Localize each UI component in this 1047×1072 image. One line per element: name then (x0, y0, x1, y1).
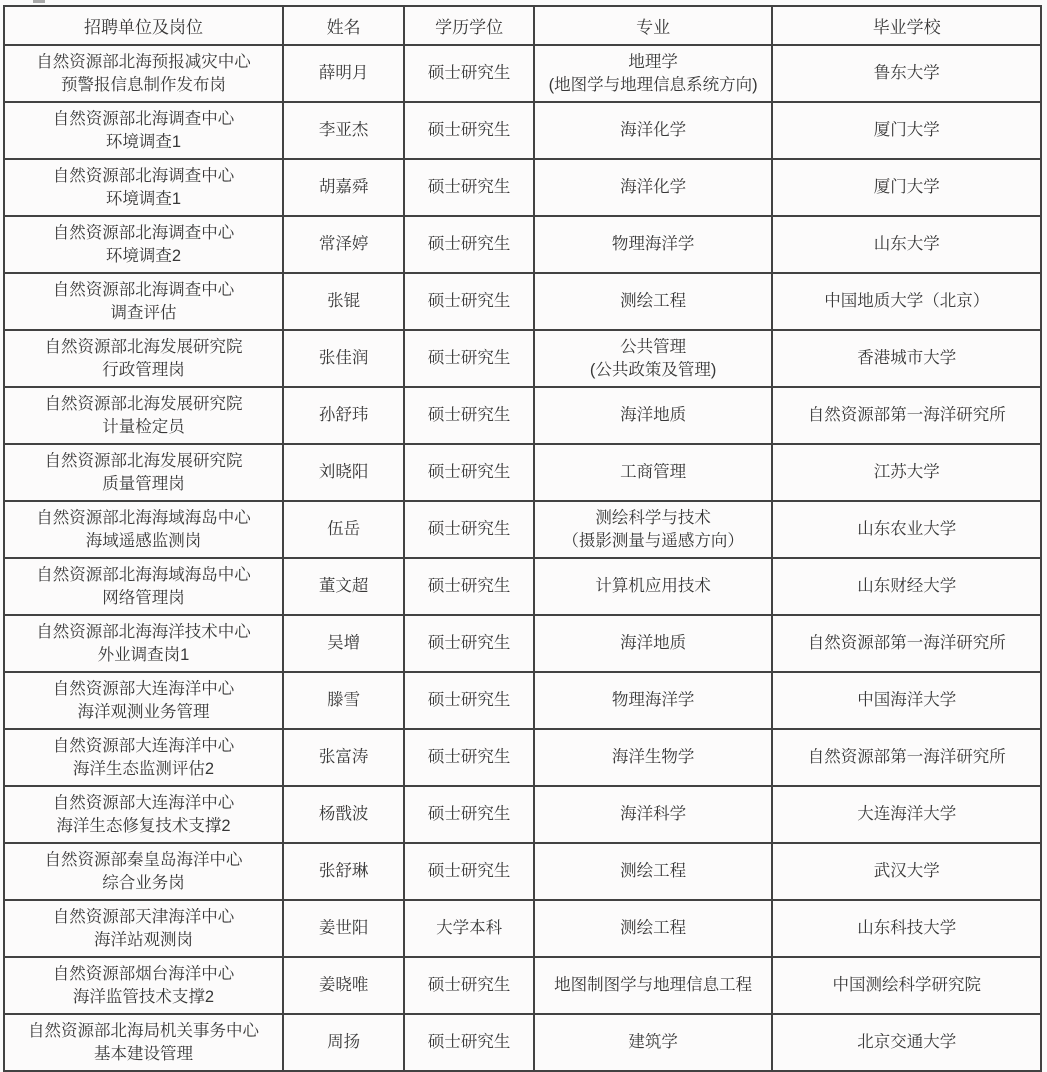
unit-position-cell: 自然资源部北海发展研究院 计量检定员 (4, 387, 283, 444)
major-cell: 海洋地质 (534, 615, 773, 672)
degree-cell: 硕士研究生 (404, 786, 534, 843)
degree-cell: 硕士研究生 (404, 330, 534, 387)
name-cell: 刘晓阳 (283, 444, 404, 501)
school-cell: 山东财经大学 (772, 558, 1041, 615)
table-body (4, 45, 1041, 1071)
table-row (4, 216, 1041, 273)
name-cell: 杨戬波 (283, 786, 404, 843)
name-cell: 常泽婷 (283, 216, 404, 273)
major-cell: 工商管理 (534, 444, 773, 501)
table-row (4, 900, 1041, 957)
table-row (4, 444, 1041, 501)
degree-cell: 硕士研究生 (404, 216, 534, 273)
degree-cell: 硕士研究生 (404, 45, 534, 102)
unit-position-cell: 自然资源部烟台海洋中心 海洋监管技术支撑2 (4, 957, 283, 1014)
major-cell: 海洋地质 (534, 387, 773, 444)
table-row (4, 501, 1041, 558)
unit-position-cell: 自然资源部北海预报减灾中心 预警报信息制作发布岗 (4, 45, 283, 102)
unit-position-cell: 自然资源部北海调查中心 环境调查2 (4, 216, 283, 273)
major-cell: 公共管理 (公共政策及管理) (534, 330, 773, 387)
major-cell: 计算机应用技术 (534, 558, 773, 615)
major-cell: 地图制图学与地理信息工程 (534, 957, 773, 1014)
table-row (4, 159, 1041, 216)
school-cell: 中国测绘科学研究院 (772, 957, 1041, 1014)
school-cell: 厦门大学 (772, 102, 1041, 159)
degree-cell: 硕士研究生 (404, 672, 534, 729)
school-cell: 山东农业大学 (772, 501, 1041, 558)
school-cell: 厦门大学 (772, 159, 1041, 216)
degree-cell: 硕士研究生 (404, 843, 534, 900)
unit-position-cell: 自然资源部大连海洋中心 海洋生态修复技术支撑2 (4, 786, 283, 843)
name-cell: 吴增 (283, 615, 404, 672)
school-cell: 北京交通大学 (772, 1014, 1041, 1071)
name-cell: 张锟 (283, 273, 404, 330)
table-row (4, 672, 1041, 729)
table-row (4, 330, 1041, 387)
name-cell: 张佳润 (283, 330, 404, 387)
header-degree: 学历学位 (404, 6, 534, 45)
school-cell: 武汉大学 (772, 843, 1041, 900)
name-cell: 董文超 (283, 558, 404, 615)
header-row (4, 6, 1041, 45)
name-cell: 胡嘉舜 (283, 159, 404, 216)
unit-position-cell: 自然资源部北海海洋技术中心 外业调查岗1 (4, 615, 283, 672)
name-cell: 李亚杰 (283, 102, 404, 159)
school-cell: 鲁东大学 (772, 45, 1041, 102)
degree-cell: 硕士研究生 (404, 102, 534, 159)
name-cell: 滕雪 (283, 672, 404, 729)
major-cell: 测绘工程 (534, 900, 773, 957)
school-cell: 江苏大学 (772, 444, 1041, 501)
degree-cell: 硕士研究生 (404, 729, 534, 786)
school-cell: 香港城市大学 (772, 330, 1041, 387)
name-cell: 周扬 (283, 1014, 404, 1071)
major-cell: 海洋化学 (534, 102, 773, 159)
table-row (4, 558, 1041, 615)
unit-position-cell: 自然资源部北海调查中心 环境调查1 (4, 159, 283, 216)
school-cell: 大连海洋大学 (772, 786, 1041, 843)
table-row (4, 45, 1041, 102)
degree-cell: 硕士研究生 (404, 159, 534, 216)
major-cell: 海洋生物学 (534, 729, 773, 786)
header-school: 毕业学校 (772, 6, 1041, 45)
degree-cell: 大学本科 (404, 900, 534, 957)
table-row (4, 387, 1041, 444)
table-row (4, 786, 1041, 843)
major-cell: 地理学 (地图学与地理信息系统方向) (534, 45, 773, 102)
major-cell: 测绘工程 (534, 273, 773, 330)
degree-cell: 硕士研究生 (404, 615, 534, 672)
table-row (4, 102, 1041, 159)
header-name: 姓名 (283, 6, 404, 45)
name-cell: 张舒琳 (283, 843, 404, 900)
unit-position-cell: 自然资源部北海局机关事务中心 基本建设管理 (4, 1014, 283, 1071)
table-row (4, 615, 1041, 672)
name-cell: 张富涛 (283, 729, 404, 786)
degree-cell: 硕士研究生 (404, 1014, 534, 1071)
school-cell: 自然资源部第一海洋研究所 (772, 729, 1041, 786)
name-cell: 姜世阳 (283, 900, 404, 957)
recruitment-table (3, 5, 1042, 1072)
table-row (4, 729, 1041, 786)
name-cell: 姜晓唯 (283, 957, 404, 1014)
cropped-text-fragment (33, 0, 45, 3)
degree-cell: 硕士研究生 (404, 558, 534, 615)
school-cell: 中国地质大学（北京） (772, 273, 1041, 330)
unit-position-cell: 自然资源部北海海域海岛中心 网络管理岗 (4, 558, 283, 615)
name-cell: 薛明月 (283, 45, 404, 102)
major-cell: 物理海洋学 (534, 216, 773, 273)
school-cell: 中国海洋大学 (772, 672, 1041, 729)
unit-position-cell: 自然资源部北海调查中心 环境调查1 (4, 102, 283, 159)
school-cell: 山东科技大学 (772, 900, 1041, 957)
unit-position-cell: 自然资源部大连海洋中心 海洋生态监测评估2 (4, 729, 283, 786)
table-row (4, 1014, 1041, 1071)
degree-cell: 硕士研究生 (404, 957, 534, 1014)
major-cell: 测绘科学与技术 （摄影测量与遥感方向） (534, 501, 773, 558)
degree-cell: 硕士研究生 (404, 501, 534, 558)
unit-position-cell: 自然资源部北海调查中心 调查评估 (4, 273, 283, 330)
unit-position-cell: 自然资源部天津海洋中心 海洋站观测岗 (4, 900, 283, 957)
table-row (4, 843, 1041, 900)
degree-cell: 硕士研究生 (404, 387, 534, 444)
unit-position-cell: 自然资源部北海海域海岛中心 海域遥感监测岗 (4, 501, 283, 558)
unit-position-cell: 自然资源部北海发展研究院 质量管理岗 (4, 444, 283, 501)
major-cell: 海洋科学 (534, 786, 773, 843)
school-cell: 山东大学 (772, 216, 1041, 273)
degree-cell: 硕士研究生 (404, 444, 534, 501)
school-cell: 自然资源部第一海洋研究所 (772, 615, 1041, 672)
major-cell: 建筑学 (534, 1014, 773, 1071)
unit-position-cell: 自然资源部大连海洋中心 海洋观测业务管理 (4, 672, 283, 729)
unit-position-cell: 自然资源部北海发展研究院 行政管理岗 (4, 330, 283, 387)
major-cell: 测绘工程 (534, 843, 773, 900)
name-cell: 孙舒玮 (283, 387, 404, 444)
table-row (4, 273, 1041, 330)
unit-position-cell: 自然资源部秦皇岛海洋中心 综合业务岗 (4, 843, 283, 900)
degree-cell: 硕士研究生 (404, 273, 534, 330)
header-unit-position: 招聘单位及岗位 (4, 6, 283, 45)
table-row (4, 957, 1041, 1014)
header-major: 专业 (534, 6, 773, 45)
major-cell: 物理海洋学 (534, 672, 773, 729)
school-cell: 自然资源部第一海洋研究所 (772, 387, 1041, 444)
major-cell: 海洋化学 (534, 159, 773, 216)
name-cell: 伍岳 (283, 501, 404, 558)
